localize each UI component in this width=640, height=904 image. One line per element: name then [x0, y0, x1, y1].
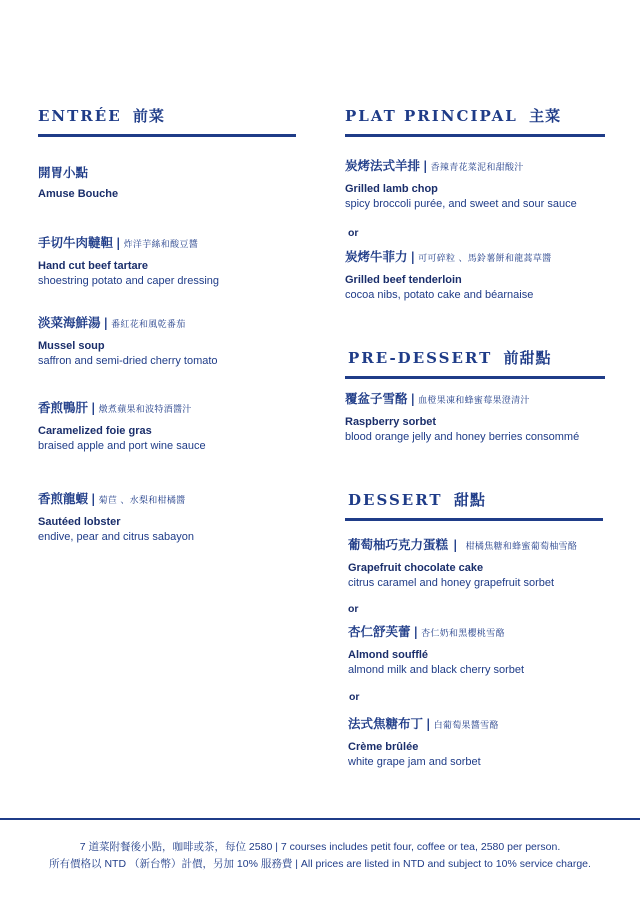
item-name-cn-row — [348, 716, 610, 734]
dessert-rule — [345, 518, 603, 521]
item-name-cn: 法式焦糖布丁 — [348, 716, 424, 731]
entree-title — [38, 106, 298, 126]
item-name-cn-row — [38, 491, 298, 509]
entree-rule — [38, 134, 296, 137]
pre-dessert-rule — [345, 376, 605, 379]
menu-item-almond-souffle — [348, 624, 610, 678]
plat-title — [345, 106, 607, 126]
item-name-en: Sautéed lobster — [38, 516, 121, 528]
item-name-cn-row — [345, 249, 607, 267]
plat-section — [345, 106, 607, 137]
menu-item-beef-tenderloin — [345, 249, 607, 303]
item-name-en: Amuse Bouche — [38, 188, 119, 200]
item-name-cn-row — [38, 315, 298, 333]
item-separator: | — [116, 235, 121, 250]
item-name-en: Crème brûlée — [348, 741, 419, 753]
item-desc-en: spicy broccoli purée, and sweet and sour sauce — [345, 198, 577, 210]
item-name-en: Raspberry sorbet — [345, 416, 437, 428]
item-desc-en: cocoa nibs, potato cake and béarnaise — [345, 289, 534, 301]
item-desc-cn: 白葡萄果醬雪酪 — [433, 721, 499, 731]
item-name-en: Hand cut beef tartare — [38, 260, 149, 272]
menu-item-amuse-bouche — [38, 165, 298, 201]
pre-dessert-title-cn: 前甜點 — [503, 349, 552, 367]
menu-item-lamb-chop — [345, 158, 607, 212]
item-name-cn: 開胃小點 — [38, 165, 89, 180]
item-desc-cn: 燉煮蘋果和波特酒醬汁 — [98, 405, 192, 415]
item-name-cn: 淡菜海鮮湯 — [38, 315, 101, 330]
entree-title-en: ENTRÉE — [38, 107, 122, 125]
item-name-en: Almond soufflé — [348, 649, 429, 661]
item-desc-en: almond milk and black cherry sorbet — [348, 664, 525, 676]
pre-dessert-section — [345, 348, 607, 379]
item-desc-cn: 可可碎粒 、馬鈴薯餅和龍蒿草醬 — [418, 254, 552, 264]
item-name-cn-row — [345, 391, 607, 409]
item-name-cn: 炭烤牛菲力 — [345, 249, 408, 264]
item-desc-en: saffron and semi-dried cherry tomato — [38, 355, 218, 367]
item-desc-en: white grape jam and sorbet — [348, 756, 481, 768]
menu-item-creme-brulee — [348, 716, 610, 770]
footer-rule — [0, 818, 640, 820]
item-desc-en: shoestring potato and caper dressing — [38, 275, 220, 287]
menu-item-beef-tartare — [38, 235, 298, 289]
item-desc-en: endive, pear and citrus sabayon — [38, 531, 194, 543]
item-name-cn: 葡萄柚巧克力蛋糕 — [348, 537, 449, 552]
dessert-title — [345, 490, 607, 510]
dessert-title-en: DESSERT — [348, 491, 443, 509]
dessert-section — [345, 490, 607, 521]
plat-title-en: PLAT PRINCIPAL — [345, 107, 518, 125]
item-separator: | — [103, 315, 109, 330]
item-separator: | — [410, 249, 416, 264]
item-desc-cn: 番紅花和風乾番茄 — [111, 320, 186, 330]
menu-item-grapefruit-cake — [348, 537, 610, 591]
item-name-cn: 香煎鴨肝 — [38, 400, 89, 415]
item-desc-en: blood orange jelly and honey berries consommé — [345, 431, 580, 443]
pre-dessert-title — [345, 348, 607, 368]
item-separator: | — [91, 491, 96, 506]
item-separator: | — [413, 624, 419, 639]
item-name-cn-row — [345, 158, 607, 176]
item-name-en: Mussel soup — [38, 340, 105, 352]
item-desc-cn: 炸洋芋絲和酸豆醬 — [123, 240, 198, 250]
item-name-en: Grilled lamb chop — [345, 183, 438, 195]
item-name-cn: 手切牛肉韃靼 — [38, 235, 114, 250]
item-name-cn: 杏仁舒芙蕾 — [348, 624, 411, 639]
dessert-title-cn: 甜點 — [453, 491, 486, 509]
menu-item-mussel-soup — [38, 315, 298, 369]
item-name-cn: 香煎龍蝦 — [38, 491, 89, 506]
plat-title-cn: 主菜 — [529, 107, 562, 125]
item-desc-en: braised apple and port wine sauce — [38, 440, 206, 452]
item-separator: | — [426, 716, 431, 731]
item-desc-cn: 柑橘焦糖和蜂蜜葡萄柚雪酪 — [465, 542, 578, 552]
item-name-en: Caramelized foie gras — [38, 425, 152, 437]
item-separator: | — [453, 537, 458, 552]
pre-dessert-title-en: PRE-DESSERT — [348, 349, 493, 367]
item-separator: | — [423, 158, 428, 173]
footer-line-courses: 7 道菜附餐後小點，咖啡或茶，每位 2580 | 7 courses includes petit four, coffee or tea, 2580 per person. — [79, 841, 561, 853]
menu-item-raspberry-sorbet — [345, 391, 607, 445]
item-separator: | — [91, 400, 96, 415]
entree-title-cn: 前菜 — [132, 107, 165, 125]
footer-line-prices: 所有價格以 NTD （新台幣）計價，另加 10% 服務費 | All prices are listed in NTD and subject to 10% service charge. — [49, 858, 591, 870]
item-desc-cn: 菊苣 、水梨和柑橘醬 — [98, 496, 186, 506]
entree-section — [38, 106, 298, 137]
or-label: or — [349, 691, 360, 703]
item-name-cn-row — [348, 537, 610, 555]
menu-item-foie-gras — [38, 400, 298, 454]
item-name-cn: 覆盆子雪酪 — [345, 391, 408, 406]
item-desc-cn: 杏仁奶和黑櫻桃雪酪 — [421, 629, 505, 639]
item-separator: | — [410, 391, 416, 406]
item-name-cn-row — [38, 235, 298, 253]
item-desc-cn: 香辣青花菜泥和甜酸汁 — [430, 163, 524, 173]
or-label: or — [348, 227, 359, 239]
item-name-cn-row — [348, 624, 610, 642]
plat-rule — [345, 134, 605, 137]
or-label: or — [348, 603, 359, 615]
item-name-en: Grapefruit chocolate cake — [348, 562, 484, 574]
item-name-en: Grilled beef tenderloin — [345, 274, 462, 286]
item-desc-cn: 血橙果凍和蜂蜜莓果澄清汁 — [418, 396, 530, 406]
item-name-cn: 炭烤法式羊排 — [345, 158, 421, 173]
item-desc-en: citrus caramel and honey grapefruit sorbet — [348, 577, 555, 589]
menu-item-lobster — [38, 491, 298, 545]
item-name-cn-row — [38, 400, 298, 418]
